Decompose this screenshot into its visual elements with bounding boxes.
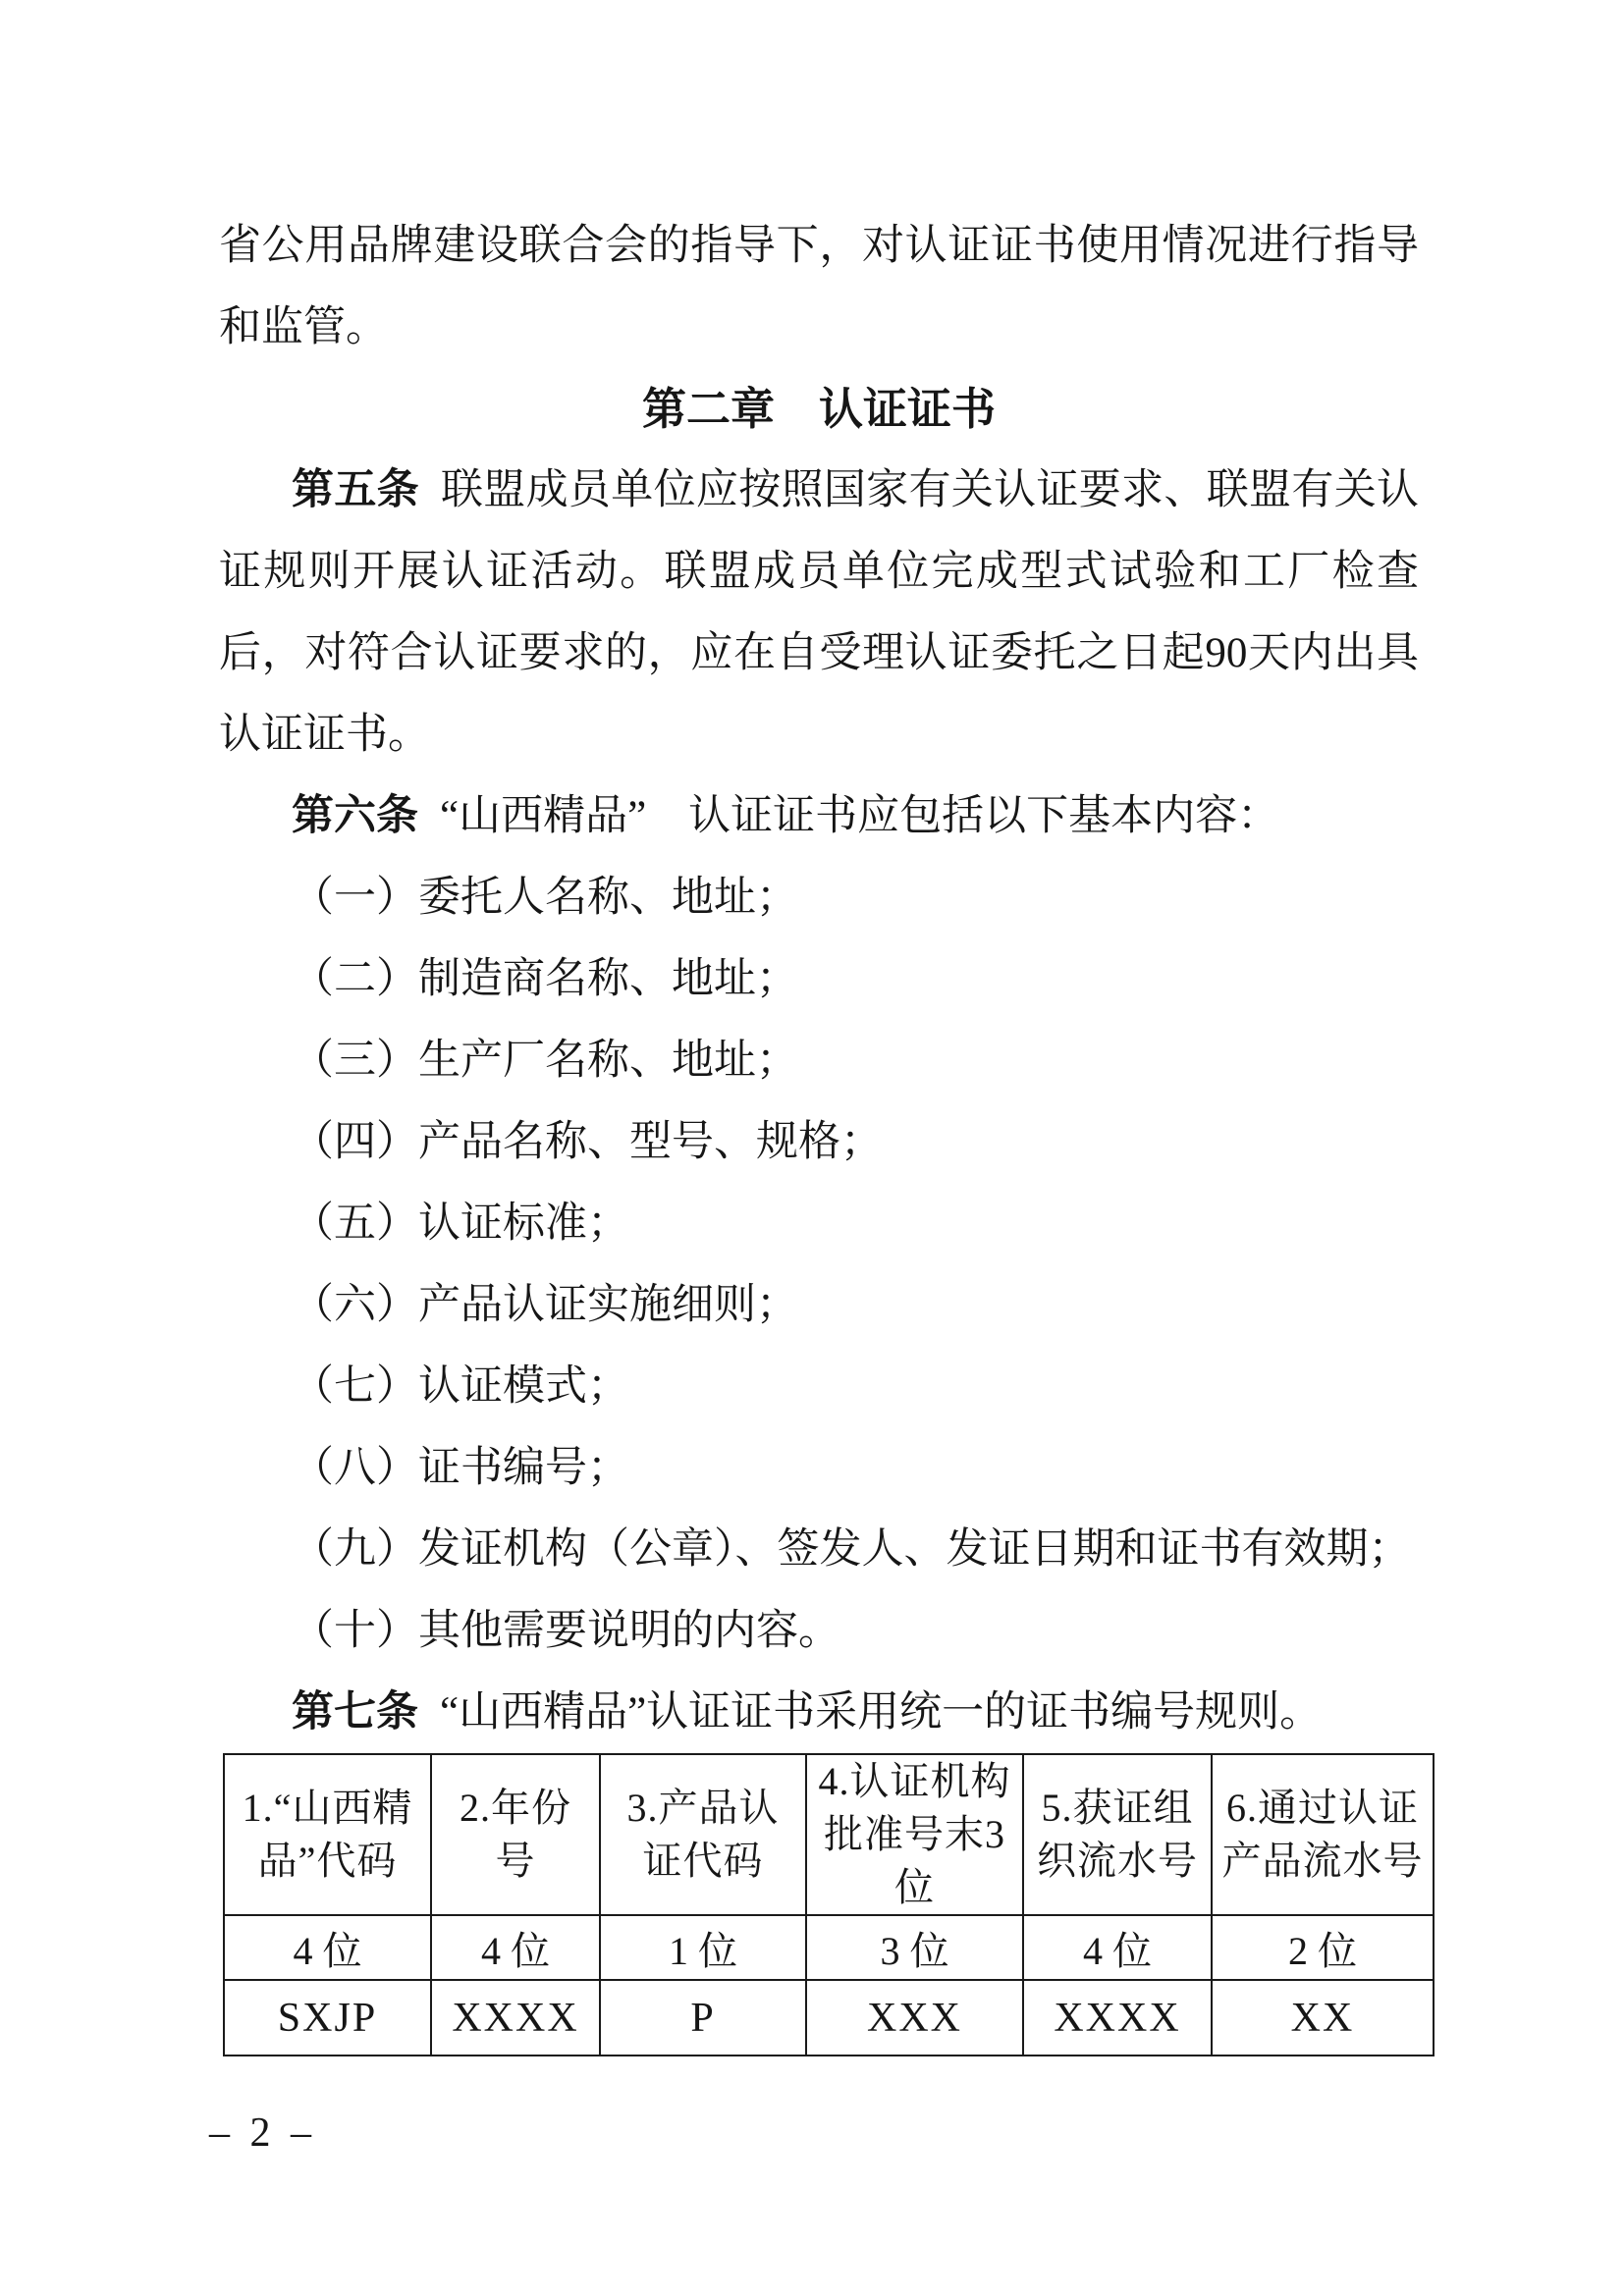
certificate-item-6: （六）产品认证实施细则； [292, 1282, 798, 1328]
article-7-number: 第七条 [292, 1688, 418, 1735]
article-6-number: 第六条 [292, 792, 418, 839]
article-5-number: 第五条 [292, 466, 419, 513]
table-header-row [224, 1754, 1434, 1915]
chapter-heading: 第二章 认证证书 [641, 384, 996, 434]
table-header-cell-product-cert-code: 3.产品认证代码 [600, 1754, 806, 1915]
table-cell-code: XXXX [1023, 1980, 1212, 2056]
table-header-cell-agency-approval: 4.认证机构批准号末3位 [806, 1754, 1023, 1915]
table-cell-code: P [600, 1980, 806, 2056]
table-header-cell-year: 2.年份号 [431, 1754, 600, 1915]
table-code-row [224, 1980, 1434, 2056]
table-cell-code: SXJP [224, 1980, 431, 2056]
article-7-text: “山西精品”认证证书采用统一的证书编号规则。 [440, 1689, 1323, 1735]
table-cell-length: 4 位 [1023, 1915, 1212, 1980]
certificate-item-10: （十）其他需要说明的内容。 [292, 1608, 840, 1654]
certificate-item-1: （一）委托人名称、地址； [292, 875, 798, 921]
certificate-item-9: （九）发证机构（公章）、签发人、发证日期和证书有效期； [292, 1526, 1411, 1573]
table-cell-code: XX [1212, 1980, 1434, 2056]
certificate-item-2: （二）制造商名称、地址； [292, 956, 798, 1002]
certificate-item-3: （三）生产厂名称、地址； [292, 1038, 798, 1084]
article-6-text: “山西精品” 认证证书应包括以下基本内容： [440, 793, 1280, 839]
article-6-paragraph [219, 775, 1419, 857]
article-5-text: 联盟成员单位应按照国家有关认证要求、联盟有关认证规则开展认证活动。联盟成员单位完成型式试验和工厂检查后，对符合认证要求的，应在自受理认证委托之日起90天内出具认证证书。 [219, 467, 1420, 758]
article-5-paragraph [219, 450, 1419, 775]
certificate-number-format-table [223, 1753, 1435, 2056]
table-cell-length: 2 位 [1212, 1915, 1434, 1980]
table-length-row [224, 1915, 1434, 1980]
certificate-item-4: （四）产品名称、型号、规格； [292, 1119, 883, 1165]
table-cell-length: 4 位 [431, 1915, 600, 1980]
table-header-cell-org-serial: 5.获证组织流水号 [1023, 1754, 1212, 1915]
table-header-cell-shanxi-code: 1.“山西精品”代码 [224, 1754, 431, 1915]
document-content [219, 205, 1424, 2056]
certificate-item-7: （七）认证模式； [292, 1363, 629, 1410]
table-header-cell-product-serial: 6.通过认证产品流水号 [1212, 1754, 1434, 1915]
certificate-item-5: （五）认证标准； [292, 1201, 629, 1247]
table-cell-code: XXX [806, 1980, 1023, 2056]
table-cell-length: 4 位 [224, 1915, 431, 1980]
table-cell-length: 3 位 [806, 1915, 1023, 1980]
article-7-paragraph [219, 1672, 1419, 1753]
paragraph-continuation: 省公用品牌建设联合会的指导下，对认证证书使用情况进行指导和监管。 [219, 223, 1419, 350]
page-number: – 2 – [209, 2110, 311, 2156]
table-cell-length: 1 位 [600, 1915, 806, 1980]
certificate-item-8: （八）证书编号； [292, 1445, 629, 1491]
table-cell-code: XXXX [431, 1980, 600, 2056]
